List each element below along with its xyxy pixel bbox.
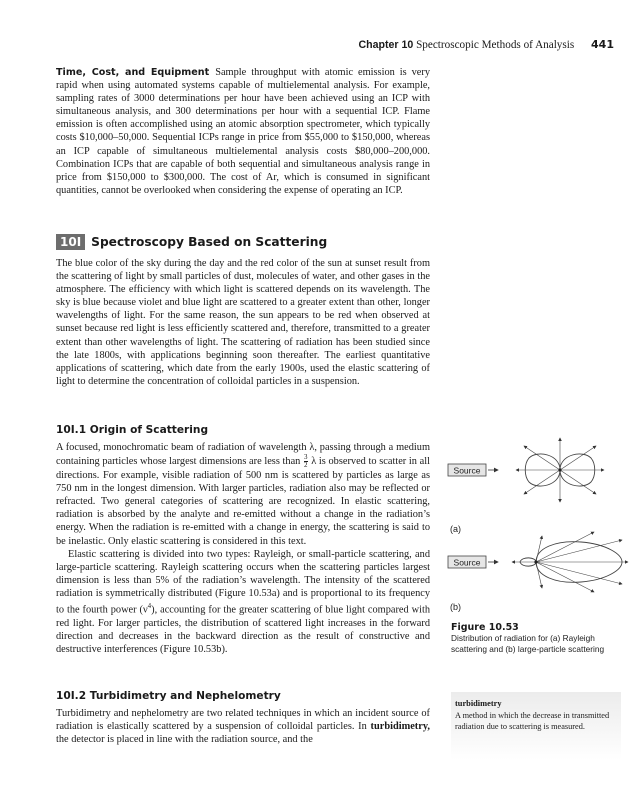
fraction-denominator: 2: [304, 461, 308, 470]
subsection-2-number: 10I.2: [56, 690, 87, 702]
fraction-numerator: 3: [304, 453, 308, 462]
origin-text-b: λ is observed to scatter in all directions. For example, visible radiation of 500 nm is scattered by particles as large as 750 nm in the longest dimension. With larger particles, radiation also may be reflected or refracted. Two general categories of scattering are recognized. In elastic scattering, radiation is absorbed by the analyte and re-emitted without a change in the radiation’s energy. When the radiation is re-emitted with a change in energy, the scattering is said to be inelastic. Only elastic scattering is considered in this text.: [56, 455, 430, 547]
panel-a-diagram: [448, 438, 604, 502]
running-head: [0, 38, 614, 51]
figure-10-53: [446, 436, 632, 630]
chapter-title: Spectroscopic Methods of Analysis: [416, 39, 575, 51]
section-number: 10I: [56, 234, 85, 250]
subsection-2-body: [56, 707, 430, 746]
source-label-a: Source: [453, 465, 481, 476]
glossary-box: [451, 692, 621, 760]
intro-paragraph: [56, 66, 430, 197]
subsection-2-title: Turbidimetry and Nephelometry: [89, 690, 281, 702]
panel-a-label: (a): [450, 524, 461, 534]
subsection-1-title: Origin of Scattering: [89, 424, 209, 436]
elastic-text-a: Elastic scattering is divided into two types: Rayleigh, or small-particle scattering, and large-particle scattering. Rayleigh scattering occurs when the scattering particles largest dimension is less than 5% of the radiation’s wavelength. The intensity of the scattered radiation is symmetrically distributed (Figure 10.53a) and is proportional to its frequency to the fourth power (ν: [56, 548, 430, 616]
glossary-term: turbidimetry: [455, 699, 502, 708]
chapter-label: Chapter 10: [358, 39, 414, 51]
particle-b: [534, 560, 537, 563]
subsection-1-number: 10I.1: [56, 424, 87, 436]
panel-b-diagram: [448, 532, 628, 592]
turbidity-text-b: the detector is placed in line with the radiation source, and the: [56, 734, 313, 746]
section-text: The blue color of the sky during the day and the red color of the sun at sunset result from the scattering of light by small particles of dust, molecules of water, and other gases in the atmosphere. The efficiency with which light is scattered depends on its wavelength. The sky is blue because violet and blue light are scattered to a greater extent than other, longer wavelengths of light. For the same reason, the sun appears to be red when observed at sunset because red light is less efficiently scattered and, therefore, transmitted to a greater extent than other wavelengths of light. The scattering of radiation has been studied since the late 1800s, with applications beginning soon thereafter. The earliest quantitative applications of scattering, which date from the early 1900s, used the elastic scattering of light to determine the concentration of colloidal particles in a suspension.: [56, 258, 430, 387]
figure-caption: [451, 622, 631, 655]
superscript: 4: [147, 602, 152, 611]
turbidimetry-term: turbidimetry,: [370, 721, 431, 733]
elastic-text-b: ), accounting for the greater scattering of blue light compared with red light. For larger particles, the distribution of scattered light increases in the forward direction and decreases in the backward direction as the result of constructive and destructive interferences (Figure 10.53b).: [56, 604, 430, 655]
fraction: [304, 454, 308, 469]
section-title: Spectroscopy Based on Scattering: [91, 235, 328, 249]
subsection-2-heading: [56, 690, 281, 702]
particle-a: [558, 468, 561, 471]
subsection-1-heading: [56, 424, 208, 436]
scatter-rays-b: [512, 532, 628, 592]
intro-text: Sample throughput with atomic emission is very rapid when using automated systems capable of multielemental analysis. For example, sampling rates of 3000 determinations per hour have been achieved using an ICP with simultaneous analysis, and 300 determinations per hour with a sequential ICP. Flame emission is often accomplished using an atomic absorption spectrometer, which typically costs $10,000–50,000. Sequential ICPs range in price from $55,000 to $150,000, whereas an ICP capable of simultaneous multielemental analysis costs $80,000–200,000. Combination ICPs that are capable of both sequential and simultaneous analysis range in price from $150,000 to $300,000. The cost of Ar, which is consumed in significant quantities, cannot be overlooked when considering the expense of operating an ICP.: [56, 67, 430, 196]
origin-text-a: A focused, monochromatic beam of radiation of wavelength λ, passing through a medium containing particles whose largest dimensions are less than: [56, 442, 430, 467]
source-label-b: Source: [453, 557, 481, 568]
page-number: 441: [591, 38, 614, 51]
section-heading: [56, 234, 327, 250]
figure-number: Figure 10.53: [451, 622, 519, 633]
glossary-definition: A method in which the decrease in transmitted radiation due to scattering is measured.: [455, 711, 610, 732]
turbidity-text-a: Turbidimetry and nephelometry are two related techniques in which an incident source of radiation is elastically scattered by a suspension of colloidal particles. In: [56, 708, 430, 733]
runin-title: Time, Cost, and Equipment: [56, 67, 210, 78]
section-paragraph: [56, 257, 430, 388]
subsection-1-body: [56, 441, 430, 656]
panel-b-label: (b): [450, 602, 461, 612]
figure-caption-text: Distribution of radiation for (a) Rayleigh scattering and (b) large-particle scattering: [451, 633, 605, 654]
